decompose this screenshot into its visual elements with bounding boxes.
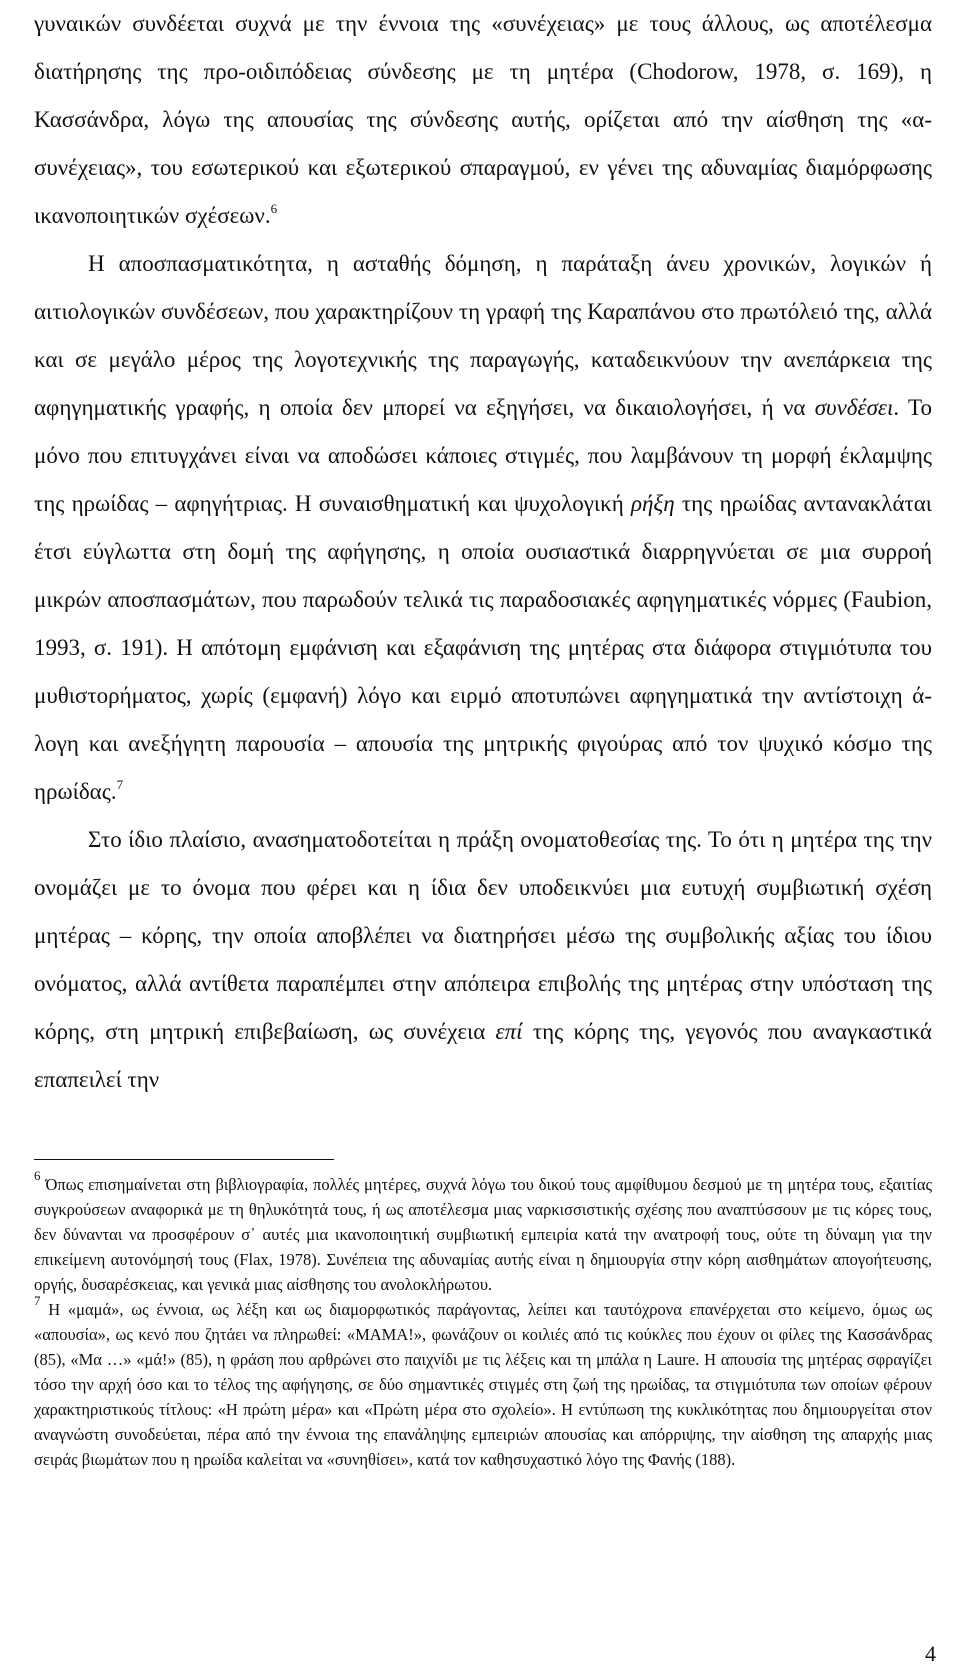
footnote-ref-7: 7: [116, 777, 124, 792]
footnote-separator: [34, 1159, 334, 1160]
footnotes: [34, 1168, 933, 1472]
footnote-text-6: Όπως επισημαίνεται στη βιβλιογραφία, πολλές μητέρες, συχνά λόγω του δικού τους αμφίθυμου δεσμού με τη μητέρα τους, εξαιτίας συγκρούσεων αναφορικά με τη θηλυκότητά τους, ή ως αποτέλεσμα μιας ναρκισσιστικής σχέσης που αναπτύσσουν με τις κόρες τους, δεν δύνανται να προσφέρουν σ᾽ αυτές μια ικανοποιητική συμβιωτική εμπειρία κατά την ανατροφή τους, ούτε τη δύναμη για την επικείμενη αυτονόμησή τους (Flax, 1978). Συνέπεια της αδυναμίας αυτής είναι η δημιουργία στην κόρη αισθημάτων απογοήτευσης, οργής, δυσαρέσκειας, και γενικά μιας αίσθησης του ανολοκλήρωτου.: [34, 1175, 933, 1294]
footnote-ref-6: 6: [270, 201, 278, 216]
footnote-text-7: Η «μαμά», ως έννοια, ως λέξη και ως διαμορφωτικός παράγοντας, λείπει και ταυτόχρονα επανέρχεται στο κείμενο, όμως ως «απουσία», ως κενό που ζητάει να πληρωθεί: «ΜΑΜΑ!», φωνάζουν οι κοιλιές από τις κούκλες που έχουν οι φίλες της Κασσάνδρας (85), «Μα …» «μά!» (85), η φράση που αρθρώνει στο παιχνίδι με τις λέξεις και τη μπάλα η Laure. Η απουσία της μητέρας σφραγίζει τόσο την αρχή όσο και το τέλος της αφήγησης, σε δύο σημαντικές στιγμές στη ζωή της ηρωίδας, τα στιγμιότυπα των οποίων φέρουν χαρακτηριστικούς τίτλους: «Η πρώτη μέρα» και «Πρώτη μέρα στο σχολείο». Η εντύπωση της κυκλικότητας που δημιουργείται στον αναγνώστη συνοδεύεται, πέρα από την έννοια της επανάληψης εμπειριών απουσίας και απόρριψης, την αίσθηση της απαρχής μιας σειράς βιωμάτων που η ηρωίδα καλείται να «συνηθίσει», κατά τον καθησυχαστικό λόγο της Φανής (188).: [34, 1300, 932, 1469]
paragraph-1: [34, 0, 932, 240]
paragraph-2: [34, 240, 932, 816]
paragraph-3-text: Στο ίδιο πλαίσιο, ανασηματοδοτείται η πράξη ονοματοθεσίας της. Το ότι η μητέρα της την ονομάζει με το όνομα που φέρει και η ίδια δεν υποδεικνύει μια ευτυχή συμβιωτική σχέση μητέρας – κόρης, την οποία αποβλέπει να διατηρήσει μέσω της συμβολικής αξίας του ίδιου ονόματος, αλλά αντίθετα παραπέμπει στην απόπειρα επιβολής της μητέρας στην υπόσταση της κόρης, στη μητρική επιβεβαίωση, ως συνέχεια: [34, 827, 932, 1044]
page-number: 4: [925, 1641, 936, 1666]
footnote-number-7: 7: [34, 1293, 41, 1308]
paragraph-1-text: γυναικών συνδέεται συχνά με την έννοια της «συνέχειας» με τους άλλους, ως αποτέλεσμα διατήρησης της προ-οιδιπόδειας σύνδεσης με τη μητέρα (Chodorow, 1978, σ. 169), η Κασσάνδρα, λόγω της απουσίας της σύνδεσης αυτής, ορίζεται από την αίσθηση της «α-συνέχειας», του εσωτερικού και εξωτερικού σπαραγμού, εν γένει της αδυναμίας διαμόρφωσης ικανοποιητικών σχέσεων.: [34, 11, 932, 228]
emphasis-connect: συνδέσει: [814, 395, 894, 420]
paragraph-2-text: Η αποσπασματικότητα, η ασταθής δόμηση, η παράταξη άνευ χρονικών, λογικών ή αιτιολογικών συνδέσεων, που χαρακτηρίζουν τη γραφή της Καραπάνου στο πρωτόλειό της, αλλά και σε μεγάλο μέρος της λογοτεχνικής της παραγωγής, καταδεικνύουν την ανεπάρκεια της αφηγηματικής γραφής, η οποία δεν μπορεί να εξηγήσει, να δικαιολογήσει, ή να: [34, 251, 932, 420]
paragraph-3-text-end: της κόρης της, γεγονός που αναγκαστικά επαπειλεί την: [34, 1019, 932, 1092]
emphasis-rupture: ρήξη: [630, 491, 675, 516]
paragraph-2-text-cont: . Το μόνο που επιτυγχάνει είναι να αποδώσει κάποιες στιγμές, που λαμβάνουν τη μορφή έκλαμψης της ηρωίδας – αφηγήτριας. Η συναισθηματική και ψυχολογική: [34, 395, 932, 516]
footnote-number-6: 6: [34, 1168, 41, 1183]
paragraph-2-text-end: της ηρωίδας αντανακλάται έτσι εύγλωττα στη δομή της αφήγησης, η οποία ουσιαστικά διαρρηγνύεται σε μια συρροή μικρών αποσπασμάτων, που παρωδούν τελικά τις παραδοσιακές αφηγηματικές νόρμες (Faubion, 1993, σ. 191). Η απότομη εμφάνιση και εξαφάνιση της μητέρας στα διάφορα στιγμιότυπα του μυθιστορήματος, χωρίς (εμφανή) λόγο και ειρμό αποτυπώνει αφηγηματικά την αντίστοιχη ά-λογη και ανεξήγητη παρουσία – απουσία της μητρικής φιγούρας από τον ψυχικό κόσμο της ηρωίδας.: [34, 491, 932, 804]
emphasis-upon: επί: [495, 1019, 523, 1044]
footnote-7: [34, 1293, 932, 1472]
main-text: [34, 0, 932, 1104]
footnote-6: [34, 1168, 933, 1297]
paragraph-3: [34, 816, 932, 1104]
